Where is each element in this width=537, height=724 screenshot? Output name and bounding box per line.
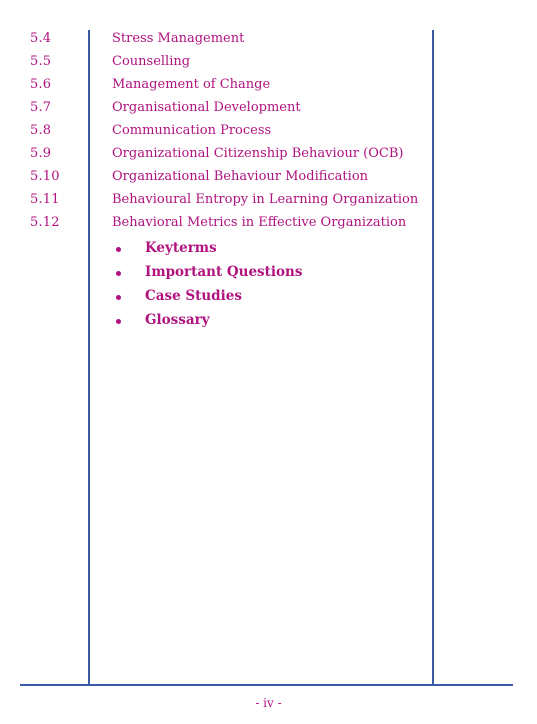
section-title: Organisational Development	[112, 100, 301, 115]
section-number: 5.8	[30, 123, 52, 138]
toc-entry	[0, 98, 537, 121]
section-number: 5.11	[30, 192, 60, 207]
bullet-label: Keyterms	[145, 240, 217, 256]
table-of-contents	[0, 29, 537, 236]
toc-entry	[0, 213, 537, 236]
section-number: 5.12	[30, 215, 60, 230]
section-number: 5.9	[30, 146, 52, 161]
toc-entry	[0, 52, 537, 75]
bullet-label: Case Studies	[145, 288, 242, 304]
toc-entry	[0, 29, 537, 52]
section-number: 5.7	[30, 100, 52, 115]
section-title: Communication Process	[112, 123, 272, 138]
bullet-icon	[116, 319, 121, 324]
section-number: 5.4	[30, 31, 52, 46]
section-title: Organizational Citizenship Behaviour (OCB)	[112, 146, 404, 161]
bullet-label: Glossary	[145, 312, 210, 328]
section-title: Counselling	[112, 54, 191, 69]
section-title: Organizational Behaviour Modification	[112, 169, 369, 184]
toc-entry	[0, 121, 537, 144]
bullet-list	[0, 242, 537, 338]
bullet-item	[0, 266, 537, 290]
bullet-icon	[116, 295, 121, 300]
section-number: 5.5	[30, 54, 52, 69]
bullet-label: Important Questions	[145, 264, 303, 280]
toc-entry	[0, 75, 537, 98]
toc-entry	[0, 167, 537, 190]
section-number: 5.6	[30, 77, 52, 92]
bullet-icon	[116, 247, 121, 252]
section-number: 5.10	[30, 169, 60, 184]
toc-entry	[0, 190, 537, 213]
section-title: Behavioural Entropy in Learning Organization	[112, 192, 419, 207]
toc-entry	[0, 144, 537, 167]
bullet-item	[0, 314, 537, 338]
bullet-icon	[116, 271, 121, 276]
bullet-item	[0, 290, 537, 314]
section-title: Management of Change	[112, 77, 271, 92]
page-number: - iv -	[255, 696, 282, 710]
bottom-rule	[20, 684, 513, 686]
bullet-item	[0, 242, 537, 266]
section-title: Stress Management	[112, 31, 245, 46]
section-title: Behavioral Metrics in Effective Organization	[112, 215, 407, 230]
